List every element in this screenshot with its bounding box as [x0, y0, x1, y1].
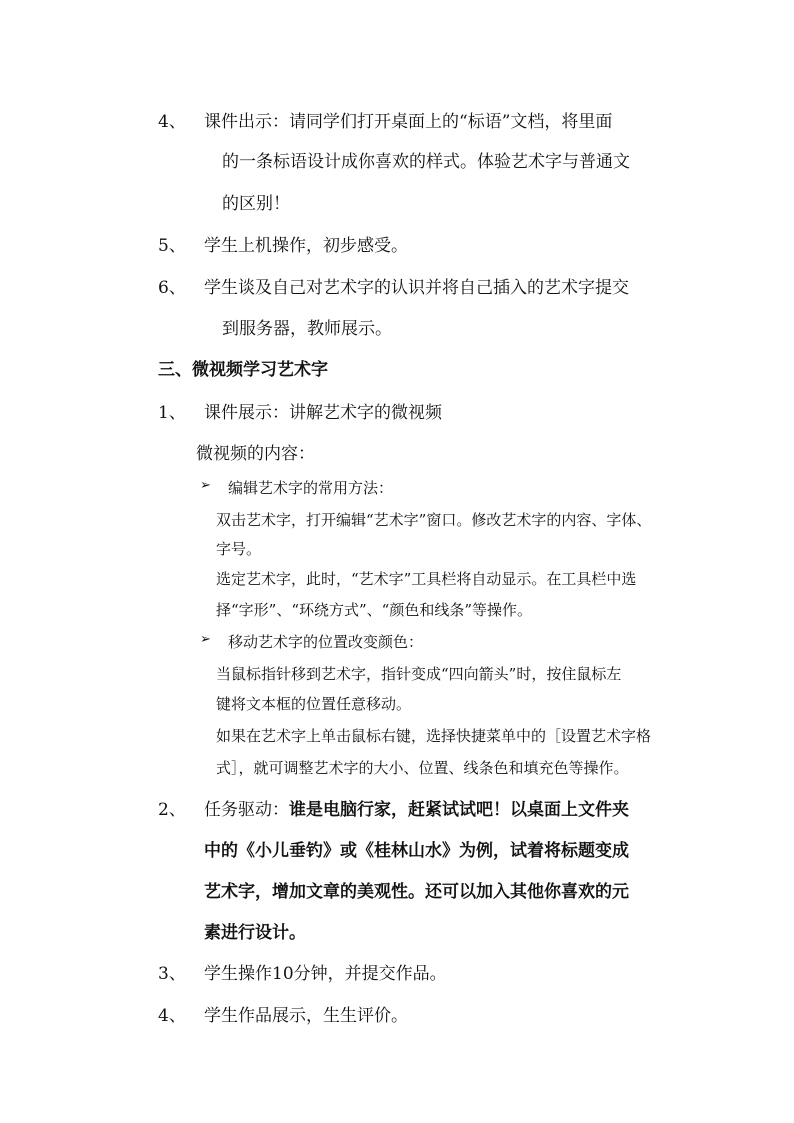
arrow-bullet-icon: ➢ — [200, 478, 211, 493]
list-number: 5、 — [158, 236, 186, 256]
list-number: 4、 — [158, 112, 186, 132]
paragraph-line — [204, 795, 629, 820]
paragraph-line: 学生作品展示，生生评价。 — [204, 1006, 408, 1026]
task-bold-text: 谁是电脑行家，赶紧试试吧！以桌面上文件夹 — [289, 800, 629, 820]
arrow-bullet-icon: ➢ — [200, 632, 211, 647]
bullet-heading: 编辑艺术字的常用方法： — [228, 479, 394, 497]
list-number: 4、 — [158, 1006, 186, 1026]
bullet-text-line: 双击艺术字，打开编辑“艺术字”窗口。修改艺术字的内容、字体、 — [216, 511, 652, 529]
paragraph-line: 的区别！ — [222, 194, 290, 214]
bullet-text-line: 式］，就可调整艺术字的大小、位置、线条色和填充色等操作。 — [216, 759, 629, 777]
paragraph-line: 课件展示：讲解艺术字的微视频 — [204, 403, 442, 423]
list-number: 3、 — [158, 964, 186, 984]
list-number: 2、 — [158, 800, 186, 820]
paragraph-line: 到服务器，教师展示。 — [222, 319, 392, 339]
section-heading: 三、微视频学习艺术字 — [158, 360, 328, 380]
paragraph-line: 微视频的内容： — [196, 444, 315, 464]
bullet-heading: 移动艺术字的位置改变颜色： — [228, 633, 424, 651]
paragraph-line: 学生上机操作，初步感受。 — [204, 236, 408, 256]
paragraph-line: 课件出示：请同学们打开桌面上的“标语”文档，将里面 — [204, 112, 613, 132]
list-number: 1、 — [158, 403, 186, 423]
paragraph-line: 学生谈及自己对艺术字的认识并将自己插入的艺术字提交 — [204, 278, 629, 298]
paragraph-line: 素进行设计。 — [204, 923, 306, 943]
paragraph-line: 中的《小儿垂钓》或《桂林山水》为例，试着将标题变成 — [204, 841, 629, 861]
bullet-text-line: 如果在艺术字上单击鼠标右键，选择快捷菜单中的［设置艺术字格 — [216, 727, 652, 745]
list-number: 6、 — [158, 278, 186, 298]
bullet-text-line: 当鼠标指针移到艺术字，指针变成“四向箭头”时，按住鼠标左 — [216, 665, 622, 683]
bullet-text-line: 择“字形”、“环绕方式”、“颜色和线条”等操作。 — [216, 601, 533, 619]
paragraph-line: 学生操作10分钟，并提交作品。 — [204, 964, 447, 984]
task-prefix: 任务驱动： — [204, 800, 289, 820]
paragraph-line: 艺术字，增加文章的美观性。还可以加入其他你喜欢的元 — [204, 882, 629, 902]
bullet-text-line: 键将文本框的位置任意移动。 — [216, 695, 412, 713]
bullet-text-line: 字号。 — [216, 540, 262, 558]
bullet-text-line: 选定艺术字，此时，“艺术字”工具栏将自动显示。在工具栏中选 — [216, 570, 637, 588]
paragraph-line: 的一条标语设计成你喜欢的样式。体验艺术字与普通文 — [222, 152, 630, 172]
